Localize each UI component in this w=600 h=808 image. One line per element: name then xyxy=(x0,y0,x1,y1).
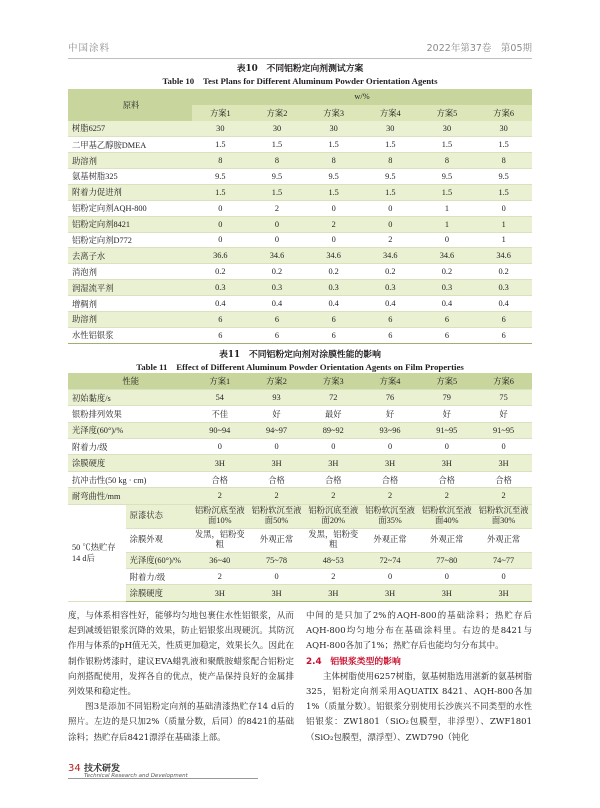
table11-group-row-label: 附着力/级 xyxy=(126,569,192,585)
table10-row xyxy=(68,168,532,184)
left-paragraph-2: 图3是添加不同铝粉定向剂的基础清漆热贮存14 d后的照片。左边的是只加2%（质量分数，后同）的8421的基础涂料；热贮存后8421漂浮在基础漆上部。 xyxy=(68,702,294,743)
table11-group-cell: 0 xyxy=(475,569,532,585)
table10-cell: 6 xyxy=(419,311,476,327)
table11-group-cell: 外观正常 xyxy=(418,528,475,552)
table10-cell: 0.2 xyxy=(305,264,362,280)
running-header xyxy=(68,40,532,54)
table11-plan-header: 方案1 xyxy=(191,373,248,389)
table11-group-cell: 74~77 xyxy=(475,552,532,568)
table11-cell: 合格 xyxy=(475,471,532,487)
table10-row xyxy=(68,216,532,232)
table10-cell: 0.4 xyxy=(249,296,306,312)
table10-cell: 1.5 xyxy=(249,184,306,200)
journal-name: 中国涂料 xyxy=(68,43,111,54)
table10-cell: 9.5 xyxy=(475,168,532,184)
table11-group-cell: 3H xyxy=(248,585,305,601)
table11-group-row xyxy=(68,528,532,552)
table11-group-row-label: 涂膜外观 xyxy=(126,528,192,552)
table11-group-cell: 36~40 xyxy=(191,552,248,568)
table10-cell: 0.4 xyxy=(475,296,532,312)
table10-cell: 0 xyxy=(419,232,476,248)
table10-cell: 8 xyxy=(249,153,306,169)
table10-cell: 9.5 xyxy=(362,168,419,184)
table10-plan-header: 方案4 xyxy=(362,105,419,121)
table11-cell: 91~95 xyxy=(418,422,475,438)
table11-cell: 合格 xyxy=(305,471,362,487)
table10-cell: 34.6 xyxy=(249,248,306,264)
page-number: 34 xyxy=(68,763,81,774)
table11-cell: 最好 xyxy=(305,406,362,422)
table11-group-cell: 3H xyxy=(305,585,362,601)
table10-row-label: 铝粉定向剂D772 xyxy=(68,232,192,248)
table10-cell: 0 xyxy=(362,200,419,216)
table10-cell: 6 xyxy=(475,327,532,343)
table10-cell: 1.5 xyxy=(419,184,476,200)
table11-group-label: 50 ℃热贮存 14 d后 xyxy=(68,504,126,601)
table10-cell: 2 xyxy=(249,200,306,216)
table10-cell: 0.3 xyxy=(362,280,419,296)
table10-cell: 0.2 xyxy=(249,264,306,280)
table11-group-cell: 铝粉沉底至液面20% xyxy=(305,504,362,528)
table11-cell: 54 xyxy=(191,389,248,405)
table11-caption-en: Table 11 Effect of Different Aluminum Powder Orientation Agents on Film Properties xyxy=(136,362,464,372)
table10-cell: 8 xyxy=(305,153,362,169)
table10-cell: 6 xyxy=(475,311,532,327)
header-rule xyxy=(68,58,532,59)
table11-group-cell: 77~80 xyxy=(418,552,475,568)
table11-cell: 94~97 xyxy=(248,422,305,438)
table10-plan-header: 方案6 xyxy=(475,105,532,121)
table11-cell: 2 xyxy=(362,488,419,504)
table11-group-cell: 铝粉软沉至液面35% xyxy=(362,504,419,528)
table11-plan-header: 方案6 xyxy=(475,373,532,389)
table11-cell: 79 xyxy=(418,389,475,405)
table11-caption-cn: 表11 不同铝粉定向剂对涂膜性能的影响 xyxy=(219,350,381,360)
table10-cell: 34.6 xyxy=(475,248,532,264)
right-paragraph-1: 中间的是只加了2%的AQH-800的基础涂料；热贮存后AQH-800均匀地分布在基础涂料里。右边的是8421与AQH-800各加了1%；热贮存后也能均匀分布其中。 xyxy=(306,611,532,652)
table11-cell: 76 xyxy=(362,389,419,405)
issue-info: 2022年第37卷 第05期 xyxy=(426,43,532,54)
table10-row xyxy=(68,248,532,264)
table11-header-perf: 性能 xyxy=(68,373,191,389)
table11-row-label: 光泽度(60°)/% xyxy=(68,422,191,438)
table10-cell: 1.5 xyxy=(192,137,249,153)
table11-group-cell: 48~53 xyxy=(305,552,362,568)
table11-group-cell: 0 xyxy=(418,569,475,585)
table10-cell: 0 xyxy=(249,232,306,248)
table10-row xyxy=(68,184,532,200)
table10-cell: 1.5 xyxy=(419,137,476,153)
right-paragraph-2: 主体树脂使用6257树脂，氨基树脂选用湛新的氨基树脂325，铝粉定向剂采用AQUATIX 8421、AQH-800各加1%（质量分数）。铝银浆分别使用长沙族兴不同类型的水性铝银浆：ZW1801（SiO₂包膜型，非浮型）、ZWF1801（SiO₂包膜型，漂浮型）、ZWD790（钝化 xyxy=(306,671,532,743)
footer-rule xyxy=(68,778,258,779)
table11-group-cell: 外观正常 xyxy=(248,528,305,552)
table11-cell: 合格 xyxy=(362,471,419,487)
table10-cell: 0.2 xyxy=(192,264,249,280)
table10-row xyxy=(68,280,532,296)
table11-cell: 3H xyxy=(248,455,305,471)
table11-cell: 3H xyxy=(362,455,419,471)
table10-cell: 8 xyxy=(475,153,532,169)
table10-cell: 36.6 xyxy=(192,248,249,264)
table10-row-label: 铝粉定向剂AQH-800 xyxy=(68,200,192,216)
table11-cell: 91~95 xyxy=(475,422,532,438)
table11-group-cell: 75~78 xyxy=(248,552,305,568)
table10-cell: 34.6 xyxy=(362,248,419,264)
left-column xyxy=(68,609,294,746)
table10-row-label: 去离子水 xyxy=(68,248,192,264)
table10-row xyxy=(68,121,532,137)
table11-cell: 2 xyxy=(191,488,248,504)
table11-group-row-label: 涂膜硬度 xyxy=(126,585,192,601)
table11-plan-header: 方案2 xyxy=(248,373,305,389)
table11-cell: 2 xyxy=(475,488,532,504)
table11-cell: 0 xyxy=(418,439,475,455)
table10-cell: 8 xyxy=(362,153,419,169)
table10-cell: 0.3 xyxy=(419,280,476,296)
left-paragraph-1: 度，与体系相容性好，能够均匀地包裹住水性铝银浆，从而起到减缓铝银浆沉降的效果，防止铝银浆出现硬沉。其防沉作用与体系的pH值无关，性质更加稳定，效果长久。因此在制作银粉烤漆时，建议EVA蜡乳液和聚酰胺蜡浆配合铝粉定向剂搭配使用，发挥各自的优点，使产品保持良好的金属排列效果和稳定性。 xyxy=(68,611,294,698)
table10-row xyxy=(68,200,532,216)
right-column xyxy=(306,609,532,746)
table11-cell: 3H xyxy=(418,455,475,471)
table11-cell: 2 xyxy=(418,488,475,504)
table11-row-label: 抗冲击性(50 kg · cm) xyxy=(68,471,191,487)
table10-plan-header: 方案5 xyxy=(419,105,476,121)
table10-header-w: w/% xyxy=(192,89,532,105)
table10-cell: 1 xyxy=(475,216,532,232)
table10-cell: 0.3 xyxy=(249,280,306,296)
table11-row xyxy=(68,406,532,422)
table10-row xyxy=(68,327,532,343)
table10-row xyxy=(68,311,532,327)
table11-group-row xyxy=(68,569,532,585)
table11-group-cell: 外观正常 xyxy=(362,528,419,552)
table11-cell: 0 xyxy=(191,439,248,455)
table11-cell: 合格 xyxy=(248,471,305,487)
table10-cell: 1 xyxy=(419,216,476,232)
table10-row-label: 助溶剂 xyxy=(68,311,192,327)
table10-row xyxy=(68,153,532,169)
table11-group-row xyxy=(68,504,532,528)
table10-cell: 0 xyxy=(192,232,249,248)
table10-cell: 9.5 xyxy=(305,168,362,184)
table11-group-cell: 72~74 xyxy=(362,552,419,568)
table10-cell: 30 xyxy=(305,121,362,137)
table11-group-cell: 0 xyxy=(248,569,305,585)
table11-row xyxy=(68,439,532,455)
table10-plan-header: 方案3 xyxy=(305,105,362,121)
table10-cell: 6 xyxy=(192,327,249,343)
table11-cell: 好 xyxy=(475,406,532,422)
table10-cell: 34.6 xyxy=(305,248,362,264)
table11-group-cell: 铝粉软沉至液面40% xyxy=(418,504,475,528)
table11-group-cell: 外观正常 xyxy=(475,528,532,552)
table10-cell: 0.3 xyxy=(475,280,532,296)
table11-cell: 好 xyxy=(362,406,419,422)
table10-cell: 6 xyxy=(192,311,249,327)
table10-plan-header: 方案2 xyxy=(249,105,306,121)
table10-cell: 0 xyxy=(305,232,362,248)
table10-cell: 0.4 xyxy=(362,296,419,312)
table11-cell: 93 xyxy=(248,389,305,405)
table10-cell: 1 xyxy=(475,232,532,248)
table11-group-row-label: 光泽度(60°)/% xyxy=(126,552,192,568)
table11-group-cell: 发黑，铝粉变粗 xyxy=(305,528,362,552)
table10-cell: 9.5 xyxy=(419,168,476,184)
table10-cell: 6 xyxy=(249,327,306,343)
table10-cell: 0.3 xyxy=(305,280,362,296)
table10-cell: 30 xyxy=(419,121,476,137)
table11-group-cell: 铝粉沉底至液面10% xyxy=(191,504,248,528)
table11-group-cell: 2 xyxy=(191,569,248,585)
table11-row-label: 附着力/级 xyxy=(68,439,191,455)
table10 xyxy=(68,89,532,344)
table10-cell: 0 xyxy=(192,216,249,232)
table10-cell: 0.2 xyxy=(362,264,419,280)
table11-group-cell: 2 xyxy=(305,569,362,585)
table11-cell: 不佳 xyxy=(191,406,248,422)
table11-row-label: 涂膜硬度 xyxy=(68,455,191,471)
table11-cell: 90~94 xyxy=(191,422,248,438)
table11-row xyxy=(68,389,532,405)
table11-row xyxy=(68,455,532,471)
table10-row-label: 增稠剂 xyxy=(68,296,192,312)
table11-group-row-label: 原漆状态 xyxy=(126,504,192,528)
table11-cell: 2 xyxy=(305,488,362,504)
table11-row-label: 耐弯曲性/mm xyxy=(68,488,191,504)
table11-cell: 0 xyxy=(305,439,362,455)
table10-row-label: 附着力促进剂 xyxy=(68,184,192,200)
table10-row xyxy=(68,264,532,280)
table11-cell: 0 xyxy=(362,439,419,455)
table11-group-cell: 铝粉软沉至液面30% xyxy=(475,504,532,528)
table10-cell: 30 xyxy=(249,121,306,137)
table10-cell: 8 xyxy=(192,153,249,169)
table10-cell: 1.5 xyxy=(192,184,249,200)
table11-row xyxy=(68,471,532,487)
table11-row-label: 初始黏度/s xyxy=(68,389,191,405)
table10-cell: 1.5 xyxy=(305,184,362,200)
table10-cell: 0 xyxy=(475,200,532,216)
table10-cell: 0 xyxy=(305,200,362,216)
table11-row xyxy=(68,488,532,504)
table11 xyxy=(68,373,532,602)
table11-group-row xyxy=(68,552,532,568)
table11-row xyxy=(68,422,532,438)
table11-cell: 0 xyxy=(475,439,532,455)
table11-group-cell: 3H xyxy=(418,585,475,601)
table10-cell: 30 xyxy=(362,121,419,137)
table10-cell: 1.5 xyxy=(475,184,532,200)
table10-cell: 6 xyxy=(419,327,476,343)
table10-cell: 2 xyxy=(362,232,419,248)
table10-caption-en: Table 10 Test Plans for Different Aluminum Powder Orientation Agents xyxy=(162,76,438,86)
table10-cell: 9.5 xyxy=(192,168,249,184)
table11-group-row xyxy=(68,585,532,601)
table11-group-cell: 3H xyxy=(191,585,248,601)
table10-cell: 0 xyxy=(362,216,419,232)
table11-group-cell: 发黑，铝粉变粗 xyxy=(191,528,248,552)
table11-cell: 0 xyxy=(248,439,305,455)
table11-cell: 2 xyxy=(248,488,305,504)
table10-cell: 0.4 xyxy=(192,296,249,312)
table10-cell: 34.6 xyxy=(419,248,476,264)
table10-caption-cn: 表10 不同铝粉定向剂测试方案 xyxy=(236,64,364,74)
table10-cell: 2 xyxy=(305,216,362,232)
table10-cell: 1.5 xyxy=(249,137,306,153)
table11-cell: 75 xyxy=(475,389,532,405)
table10-header-material: 原料 xyxy=(68,89,192,121)
table11-group-cell: 3H xyxy=(362,585,419,601)
table11-cell: 好 xyxy=(248,406,305,422)
table10-cell: 0.4 xyxy=(305,296,362,312)
table11-cell: 合格 xyxy=(191,471,248,487)
table11-group-cell: 0 xyxy=(362,569,419,585)
table11-cell: 89~92 xyxy=(305,422,362,438)
table11-group-cell: 铝粉软沉至液面50% xyxy=(248,504,305,528)
table10-cell: 0.2 xyxy=(475,264,532,280)
table11-cell: 3H xyxy=(475,455,532,471)
table10-cell: 1.5 xyxy=(475,137,532,153)
table11-plan-header: 方案4 xyxy=(362,373,419,389)
table11-cell: 3H xyxy=(305,455,362,471)
table10-cell: 0.3 xyxy=(192,280,249,296)
table10-cell: 30 xyxy=(475,121,532,137)
table10-cell: 6 xyxy=(305,327,362,343)
table10-cell: 30 xyxy=(192,121,249,137)
table10-cell: 1 xyxy=(419,200,476,216)
table11-cell: 93~96 xyxy=(362,422,419,438)
section-heading: 2.4 铝银浆类型的影响 xyxy=(306,656,401,667)
table10-cell: 0 xyxy=(249,216,306,232)
table10-cell: 1.5 xyxy=(362,184,419,200)
table10-cell: 0.4 xyxy=(419,296,476,312)
table11-plan-header: 方案5 xyxy=(418,373,475,389)
table11-plan-header: 方案3 xyxy=(305,373,362,389)
table10-row-label: 树脂6257 xyxy=(68,121,192,137)
table10-cell: 1.5 xyxy=(305,137,362,153)
table10-cell: 6 xyxy=(305,311,362,327)
table10-row-label: 助溶剂 xyxy=(68,153,192,169)
table10-cell: 1.5 xyxy=(362,137,419,153)
table10-cell: 0 xyxy=(192,200,249,216)
table10-row-label: 二甲基乙醇胺DMEA xyxy=(68,137,192,153)
table11-cell: 3H xyxy=(191,455,248,471)
footer-section-en: Technical Research and Development xyxy=(84,773,188,779)
table10-row xyxy=(68,137,532,153)
table10-cell: 6 xyxy=(362,311,419,327)
table10-cell: 9.5 xyxy=(249,168,306,184)
table10-row-label: 消泡剂 xyxy=(68,264,192,280)
table11-group-cell: 3H xyxy=(475,585,532,601)
table10-row-label: 铝粉定向剂8421 xyxy=(68,216,192,232)
table10-row-label: 水性铝银浆 xyxy=(68,327,192,343)
table10-cell: 6 xyxy=(249,311,306,327)
table10-row-label: 润湿流平剂 xyxy=(68,280,192,296)
table10-plan-header: 方案1 xyxy=(192,105,249,121)
table10-cell: 0.2 xyxy=(419,264,476,280)
table10-row-label: 氨基树脂325 xyxy=(68,168,192,184)
table11-cell: 合格 xyxy=(418,471,475,487)
table10-row xyxy=(68,296,532,312)
table11-cell: 72 xyxy=(305,389,362,405)
footer-section-cn: 技术研发 xyxy=(84,764,121,774)
table10-row xyxy=(68,232,532,248)
table10-cell: 6 xyxy=(362,327,419,343)
table11-cell: 好 xyxy=(418,406,475,422)
table11-row-label: 银粉排列效果 xyxy=(68,406,191,422)
table10-cell: 8 xyxy=(419,153,476,169)
